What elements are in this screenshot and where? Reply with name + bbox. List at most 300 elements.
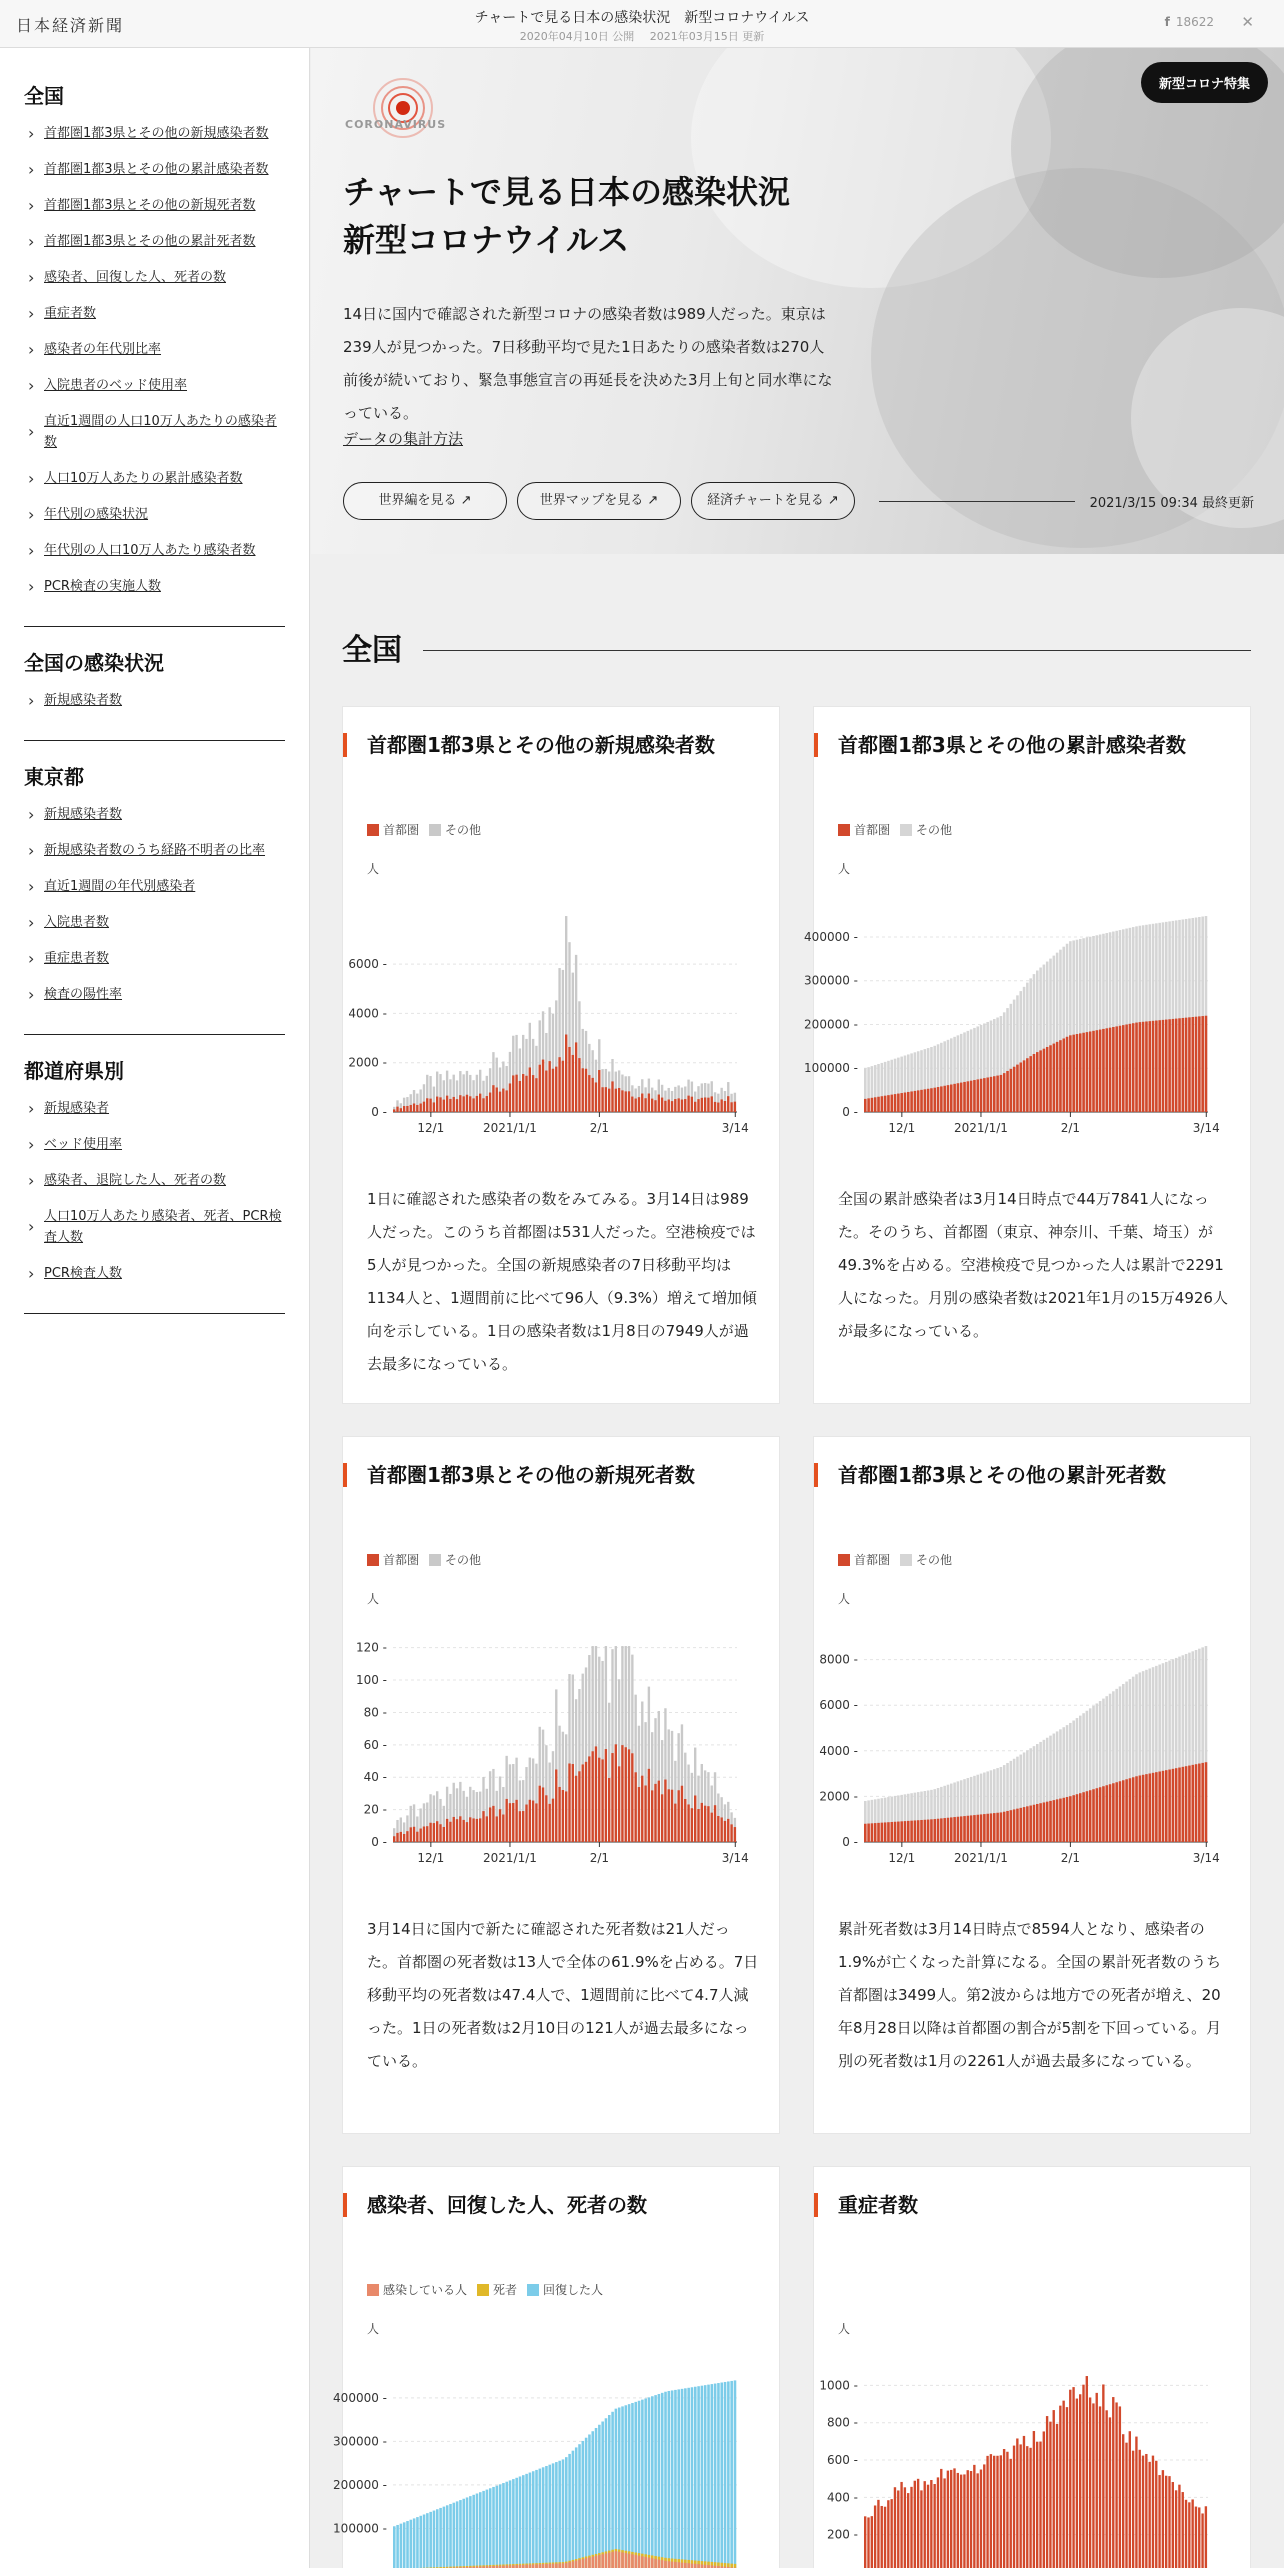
sidebar-item[interactable]: [24, 984, 285, 1005]
bar-main: [664, 1780, 666, 1842]
bar-main: [980, 2470, 982, 2568]
bar-main: [1185, 2500, 1187, 2568]
x-tick-label: 2021/1/1: [954, 1121, 1008, 1135]
bar-main: [927, 2485, 929, 2568]
bar-main: [917, 2479, 919, 2568]
area-column: [1092, 1789, 1095, 1842]
area-column: [1102, 1029, 1105, 1112]
bar-main: [990, 2454, 992, 2568]
area-column: [1086, 1032, 1089, 1112]
area-column: [904, 1093, 907, 1112]
area-column: [1182, 1018, 1185, 1112]
bar-main: [611, 1753, 613, 1842]
area-column: [867, 1098, 870, 1112]
bar-main: [877, 2500, 879, 2568]
sidebar-item[interactable]: [24, 1206, 285, 1248]
bar-main: [1195, 2507, 1197, 2568]
area-column: [1162, 1771, 1165, 1842]
bar-main: [611, 1081, 613, 1112]
area-column: [881, 1096, 884, 1112]
bar-main: [456, 1099, 458, 1112]
bar-main: [1201, 2513, 1203, 2568]
bar-main: [562, 1061, 564, 1112]
bar-main: [1115, 2402, 1117, 2568]
bar-main: [548, 1804, 550, 1842]
hero: [311, 48, 1284, 554]
area-column: [890, 1095, 893, 1112]
bar-main: [1023, 2436, 1025, 2568]
bar-main: [472, 1098, 474, 1112]
area-column: [654, 2395, 657, 2568]
bar-main: [462, 1820, 464, 1842]
bar-main: [532, 1075, 534, 1112]
area-column: [1013, 1067, 1016, 1112]
area-column: [917, 1820, 920, 1842]
area-column: [996, 1813, 999, 1842]
area-column: [644, 2398, 647, 2568]
area-column: [1119, 1781, 1122, 1842]
area-column: [453, 2503, 456, 2568]
bar-main: [515, 1800, 517, 1842]
bar-main: [967, 2470, 969, 2568]
chart-plot: [343, 1577, 781, 1867]
area-column: [456, 2501, 459, 2568]
area-column: [1125, 1779, 1128, 1842]
area-column: [897, 1822, 900, 1842]
bar-main: [1109, 2417, 1111, 2568]
sidebar-section: [24, 80, 285, 627]
bar-main: [598, 1758, 600, 1842]
title-line-1: チャートで見る日本の感染状況: [343, 173, 791, 211]
bar-main: [499, 1092, 501, 1112]
page-title: [343, 168, 790, 264]
area-column: [914, 1091, 917, 1112]
area-column: [1046, 1802, 1049, 1842]
sidebar-item[interactable]: [24, 1170, 285, 1191]
bar-main: [433, 1102, 435, 1112]
area-column: [1115, 1782, 1118, 1842]
bar-main: [426, 1826, 428, 1842]
area-column: [877, 1097, 880, 1112]
bar-main: [535, 1078, 537, 1112]
bar-main: [937, 2477, 939, 2568]
area-column: [1122, 1025, 1125, 1112]
area-column: [668, 2391, 671, 2568]
bar-main: [1165, 2476, 1167, 2568]
bar-main: [1036, 2442, 1038, 2568]
area-column: [505, 2482, 508, 2568]
bar-main: [459, 1816, 461, 1842]
area-column: [727, 2381, 730, 2568]
sidebar-item[interactable]: [24, 876, 285, 897]
area-column: [572, 2451, 575, 2568]
area-column: [691, 2387, 694, 2568]
area-column: [611, 2552, 614, 2568]
bar-main: [727, 1096, 729, 1112]
sidebar-item[interactable]: [24, 1263, 285, 1284]
bar-main: [720, 1099, 722, 1112]
bar-main: [711, 1813, 713, 1842]
bar-main: [634, 1772, 636, 1842]
sidebar-section-title: 都道府県別: [24, 1059, 124, 1083]
area-column: [674, 2390, 677, 2568]
bar-main: [641, 1094, 643, 1112]
area-column: [907, 1821, 910, 1842]
area-column: [1072, 1035, 1075, 1112]
y-tick-label: 0 -: [371, 1105, 387, 1119]
bar-main: [489, 1807, 491, 1842]
world-edition-button[interactable]: 世界編を見る ↗: [343, 482, 507, 520]
bar-main: [615, 1089, 617, 1112]
area-column: [687, 2563, 690, 2568]
area-column: [1046, 1047, 1049, 1112]
area-column: [578, 2444, 581, 2568]
area-column: [542, 2564, 545, 2568]
area-column: [1039, 1050, 1042, 1112]
economy-chart-button[interactable]: 経済チャートを見る ↗: [691, 482, 855, 520]
sidebar-item[interactable]: [24, 468, 285, 489]
bar-main: [572, 1764, 574, 1842]
sidebar-item[interactable]: [24, 159, 285, 180]
facebook-share[interactable]: [1165, 15, 1214, 29]
bar-main: [1046, 2416, 1048, 2568]
bar-main: [608, 1089, 610, 1112]
area-column: [1205, 1016, 1208, 1112]
sidebar-item-label: 首都圏1都3県とその他の新規感染者数: [44, 126, 269, 141]
area-column: [1023, 1060, 1026, 1112]
area-column: [1056, 1799, 1059, 1842]
bar-main: [482, 1098, 484, 1112]
area-column: [1059, 1040, 1062, 1112]
y-tick-label: 6000 -: [819, 1698, 858, 1713]
bar-main: [687, 1804, 689, 1842]
area-column: [661, 2393, 664, 2568]
area-column: [644, 2557, 647, 2568]
bar-main: [681, 1786, 683, 1842]
bar-main: [871, 2516, 873, 2568]
nikkei-logo[interactable]: 日本経済新聞: [16, 16, 125, 35]
sidebar-item[interactable]: [24, 690, 285, 711]
area-column: [535, 2564, 538, 2568]
area-column: [884, 1096, 887, 1112]
bar-main: [1010, 2459, 1012, 2568]
area-column: [621, 2552, 624, 2568]
bar-main: [1112, 2397, 1114, 2568]
bar-main: [515, 1075, 517, 1112]
sidebar-item[interactable]: [24, 1098, 285, 1119]
area-column: [548, 2564, 551, 2568]
sidebar-item[interactable]: [24, 303, 285, 324]
chart-card-infected-recovered-deaths: [333, 2166, 780, 2568]
x-tick-label: 3/14: [721, 1851, 749, 1865]
area-column: [1119, 1026, 1122, 1112]
area-column: [930, 1088, 933, 1112]
bar-main: [986, 2456, 988, 2568]
area-column: [1112, 1783, 1115, 1842]
area-column: [910, 1091, 913, 1112]
sidebar-item-label: 首都圏1都3県とその他の累計死者数: [44, 234, 256, 249]
bar-main: [535, 1803, 537, 1842]
area-column: [1099, 1030, 1102, 1112]
y-axis-unit: 人: [367, 1592, 380, 1606]
bar-main: [904, 2487, 906, 2568]
area-column: [1059, 1799, 1062, 1842]
sidebar-item[interactable]: [24, 375, 285, 396]
bar-main: [446, 1819, 448, 1842]
area-column: [548, 2465, 551, 2568]
area-column: [1205, 1762, 1208, 1842]
bar-main: [1000, 2455, 1002, 2568]
bar-main: [410, 1827, 412, 1842]
bar-main: [734, 1102, 736, 1112]
area-column: [734, 2564, 737, 2568]
area-column: [1172, 1769, 1175, 1842]
corona-special-button[interactable]: 新型コロナ特集: [1141, 62, 1268, 103]
sidebar-item-label: 首都圏1都3県とその他の累計感染者数: [44, 162, 269, 177]
bar-main: [887, 2500, 889, 2568]
world-map-button[interactable]: 世界マップを見る ↗: [517, 482, 681, 520]
sidebar-item-label: 直近1週間の人口10万人あたりの感染者数: [44, 414, 277, 450]
area-column: [628, 2554, 631, 2568]
bar-main: [1026, 2446, 1028, 2568]
bar-main: [684, 1799, 686, 1842]
area-column: [1178, 1768, 1181, 1842]
bar-main: [910, 2487, 912, 2568]
area-column: [582, 2441, 585, 2568]
area-column: [973, 1815, 976, 1842]
x-tick-label: 2/1: [1060, 1121, 1081, 1135]
bar-main: [469, 1817, 471, 1842]
bar-main: [539, 1786, 541, 1842]
area-column: [512, 2479, 515, 2568]
area-column: [681, 2563, 684, 2568]
bar-main: [396, 1833, 398, 1842]
area-column: [492, 2487, 495, 2568]
area-column: [1139, 1022, 1142, 1112]
x-tick-label: 3/14: [1192, 1851, 1220, 1865]
area-column: [628, 2404, 631, 2568]
area-column: [582, 2559, 585, 2568]
y-tick-label: 8000 -: [819, 1652, 858, 1667]
bar-main: [943, 2478, 945, 2568]
sidebar-item[interactable]: [24, 339, 285, 360]
area-column: [469, 2496, 472, 2568]
bar-main: [717, 1816, 719, 1842]
bar-main: [1122, 2434, 1124, 2568]
bar-main: [638, 1097, 640, 1112]
card-title: 首都圏1都3県とその他の累計死者数: [814, 1463, 1166, 1487]
sidebar-item-label: PCR検査の実施人数: [44, 579, 161, 594]
bar-main: [631, 1097, 633, 1112]
area-column: [1053, 1800, 1056, 1842]
bar-main: [565, 1035, 567, 1112]
bar-main: [1053, 2410, 1055, 2568]
sidebar-item[interactable]: [24, 231, 285, 252]
chart-legend: [838, 821, 962, 838]
sidebar-item-label: 検査の陽性率: [44, 987, 123, 1002]
bar-main: [429, 1823, 431, 1842]
area-column: [651, 2396, 654, 2568]
bar-main: [648, 1769, 650, 1842]
sidebar-item[interactable]: [24, 504, 285, 525]
bar-main: [588, 1756, 590, 1842]
area-column: [1003, 1073, 1006, 1112]
bar-main: [582, 1068, 584, 1112]
sidebar-item[interactable]: [24, 123, 285, 144]
area-column: [1096, 1788, 1099, 1842]
area-column: [423, 2514, 426, 2568]
y-axis-unit: 人: [367, 2322, 380, 2336]
bar-main: [691, 1808, 693, 1842]
bar-main: [512, 1075, 514, 1112]
bar-main: [522, 1811, 524, 1842]
bar-main: [1188, 2502, 1190, 2568]
sidebar-item[interactable]: [24, 948, 285, 969]
area-column: [462, 2499, 465, 2568]
bar-main: [1062, 2401, 1064, 2568]
area-column: [1201, 1763, 1204, 1842]
y-tick-label: 0 -: [842, 1105, 858, 1119]
area-column: [572, 2561, 575, 2568]
sidebar-item-label: 重症者数: [44, 306, 97, 321]
area-column: [1092, 1031, 1095, 1112]
sidebar-section: [24, 647, 285, 741]
area-column: [621, 2406, 624, 2568]
bar-main: [1049, 2422, 1051, 2568]
sidebar-item[interactable]: [24, 411, 285, 453]
bar-main: [519, 1811, 521, 1842]
bar-main: [1082, 2385, 1084, 2568]
area-column: [406, 2521, 409, 2568]
bar-main: [1086, 2376, 1088, 2568]
area-column: [1003, 1812, 1006, 1842]
chart-plot: [814, 2307, 1252, 2568]
bar-main: [456, 1819, 458, 1842]
sidebar-item[interactable]: [24, 195, 285, 216]
bar-main: [1096, 2393, 1098, 2568]
legend-label: 感染している人: [383, 2283, 468, 2297]
area-column: [940, 1818, 943, 1842]
area-column: [1066, 1797, 1069, 1842]
data-method-link[interactable]: データの集計方法: [343, 430, 464, 448]
area-column: [1056, 1042, 1059, 1112]
published-date: 2020年04月10日 公開: [519, 30, 635, 43]
x-tick-label: 12/1: [417, 1851, 445, 1865]
area-column: [1132, 1777, 1135, 1842]
section-title: 全国: [342, 633, 402, 668]
bar-main: [509, 1083, 511, 1112]
area-column: [930, 1819, 933, 1842]
area-column: [986, 1814, 989, 1842]
area-column: [897, 1094, 900, 1112]
sidebar-item-label: 感染者、回復した人、死者の数: [44, 270, 227, 285]
bar-main: [605, 1749, 607, 1842]
chart-description: 累計死者数は3月14日時点で8594人となり、感染者の1.9%が亡くなった計算になる。全国の累計死者数のうち首都圏は3499人。第2波からは地方での死者が増え、20年8月28日以降は首都圏の割合が5割を下回っている。月別の死者数は1月の2261人が過去最多になっている。: [838, 1920, 1222, 2070]
legend-label: 首都圏: [383, 823, 420, 837]
area-column: [1013, 1809, 1016, 1842]
sidebar-item[interactable]: [24, 576, 285, 597]
area-column: [1105, 1028, 1108, 1112]
area-column: [555, 2564, 558, 2568]
bar-main: [548, 1061, 550, 1112]
y-tick-label: 300000 -: [333, 2434, 387, 2449]
y-tick-label: 4000 -: [348, 1006, 387, 1021]
area-column: [519, 2476, 522, 2568]
area-column: [416, 2517, 419, 2568]
sidebar-item[interactable]: [24, 840, 285, 861]
area-column: [943, 1086, 946, 1112]
y-tick-label: 4000 -: [819, 1743, 858, 1758]
share-count: 18622: [1175, 15, 1214, 29]
bar-main: [436, 1097, 438, 1112]
area-column: [1145, 1774, 1148, 1842]
sidebar-item[interactable]: [24, 1134, 285, 1155]
twitter-icon[interactable]: ✕: [1241, 13, 1254, 31]
area-column: [1010, 1069, 1013, 1112]
area-column: [694, 2564, 697, 2568]
sidebar-section-title: 全国: [24, 84, 64, 108]
bar-main: [416, 1832, 418, 1842]
area-column: [568, 2454, 571, 2568]
area-column: [677, 2389, 680, 2568]
chart-legend: [367, 2281, 613, 2298]
sidebar-item-label: 重症患者数: [44, 951, 110, 966]
bar-main: [545, 1071, 547, 1112]
area-column: [539, 2469, 542, 2568]
sidebar-item[interactable]: [24, 912, 285, 933]
area-column: [864, 1824, 867, 1842]
y-axis-unit: 人: [838, 862, 851, 876]
bar-main: [957, 2473, 959, 2568]
area-column: [1162, 1020, 1165, 1112]
area-column: [711, 2384, 714, 2568]
bar-main: [489, 1093, 491, 1112]
divider: [879, 501, 1075, 502]
bar-main: [701, 1098, 703, 1112]
legend-label: 死者: [493, 2283, 518, 2297]
sidebar-item[interactable]: [24, 540, 285, 561]
sidebar-item[interactable]: [24, 804, 285, 825]
bar-main: [472, 1818, 474, 1842]
sidebar-item[interactable]: [24, 267, 285, 288]
bar-main: [512, 1803, 514, 1842]
area-column: [1198, 1764, 1201, 1842]
bar-main: [724, 1821, 726, 1842]
bar-main: [591, 1751, 593, 1842]
area-column: [890, 1822, 893, 1842]
area-column: [618, 2552, 621, 2568]
bar-main: [1092, 2403, 1094, 2568]
bar-main: [914, 2481, 916, 2568]
bar-main: [638, 1787, 640, 1842]
area-column: [413, 2518, 416, 2568]
area-column: [625, 2553, 628, 2568]
bar-main: [562, 1790, 564, 1842]
area-column: [595, 2556, 598, 2568]
area-column: [1142, 1022, 1145, 1112]
sidebar: [0, 48, 310, 2568]
bar-main: [734, 1827, 736, 1842]
bar-main: [704, 1097, 706, 1112]
bar-main: [714, 1805, 716, 1842]
y-tick-label: 400000 -: [333, 2390, 387, 2405]
area-column: [482, 2491, 485, 2568]
bar-main: [631, 1753, 633, 1842]
sidebar-section: [24, 761, 285, 1035]
bar-main: [429, 1099, 431, 1112]
area-column: [940, 1086, 943, 1112]
chart-plot: [333, 2307, 781, 2568]
